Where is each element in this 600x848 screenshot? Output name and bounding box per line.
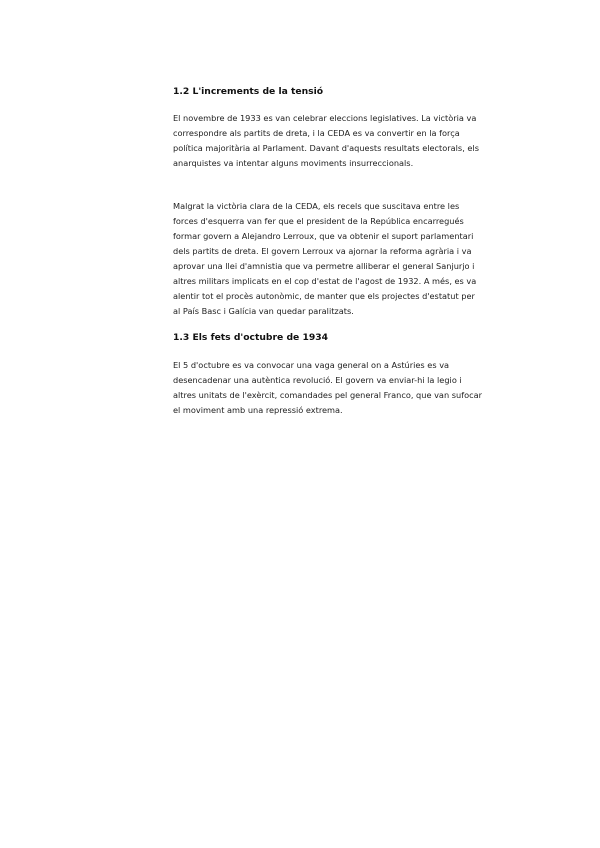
- text-line: aprovar una llei d'amnistia que va permetre alliberar el general Sanjurjo i: [173, 261, 475, 271]
- text-line: el moviment amb una repressió extrema.: [173, 405, 343, 415]
- section-1-2-paragraph-1: [173, 111, 533, 171]
- section-1-3-paragraph-1: [173, 358, 533, 418]
- text-line: Malgrat la victòria clara de la CEDA, els recels que suscitava entre les: [173, 201, 460, 211]
- text-line: formar govern a Alejandro Lerroux, que va obtenir el suport parlamentari: [173, 231, 474, 241]
- text-line: altres unitats de l'exèrcit, comandades pel general Franco, que van sufocar: [173, 390, 482, 400]
- text-line: forces d'esquerra van fer que el president de la República encarregués: [173, 216, 464, 226]
- text-line: El novembre de 1933 es van celebrar eleccions legislatives. La victòria va: [173, 113, 477, 123]
- text-line: desencadenar una autèntica revolució. El govern va enviar-hi la legio i: [173, 375, 462, 385]
- text-line: El 5 d'octubre es va convocar una vaga general on a Astúries es va: [173, 360, 450, 370]
- section-heading-1-2: 1.2 L'increments de la tensió: [173, 86, 324, 97]
- text-line: al País Basc i Galícia van quedar paralitzats.: [173, 306, 354, 316]
- text-line: dels partits de dreta. El govern Lerroux va ajornar la reforma agrària i va: [173, 246, 472, 256]
- text-line: alentir tot el procès autonòmic, de manter que els projectes d'estatut per: [173, 291, 475, 301]
- text-line: correspondre als partits de dreta, i la CEDA es va convertir en la força: [173, 128, 460, 138]
- text-line: política majoritària al Parlament. Davant d'aquests resultats electorals, els: [173, 143, 479, 153]
- section-heading-1-3: 1.3 Els fets d'octubre de 1934: [173, 332, 329, 343]
- text-line: anarquistes va intentar alguns moviments insurreccionals.: [173, 158, 414, 168]
- text-line: altres militars implicats en el cop d'estat de l'agost de 1932. A més, es va: [173, 276, 477, 286]
- section-1-2-paragraph-2: [173, 199, 533, 319]
